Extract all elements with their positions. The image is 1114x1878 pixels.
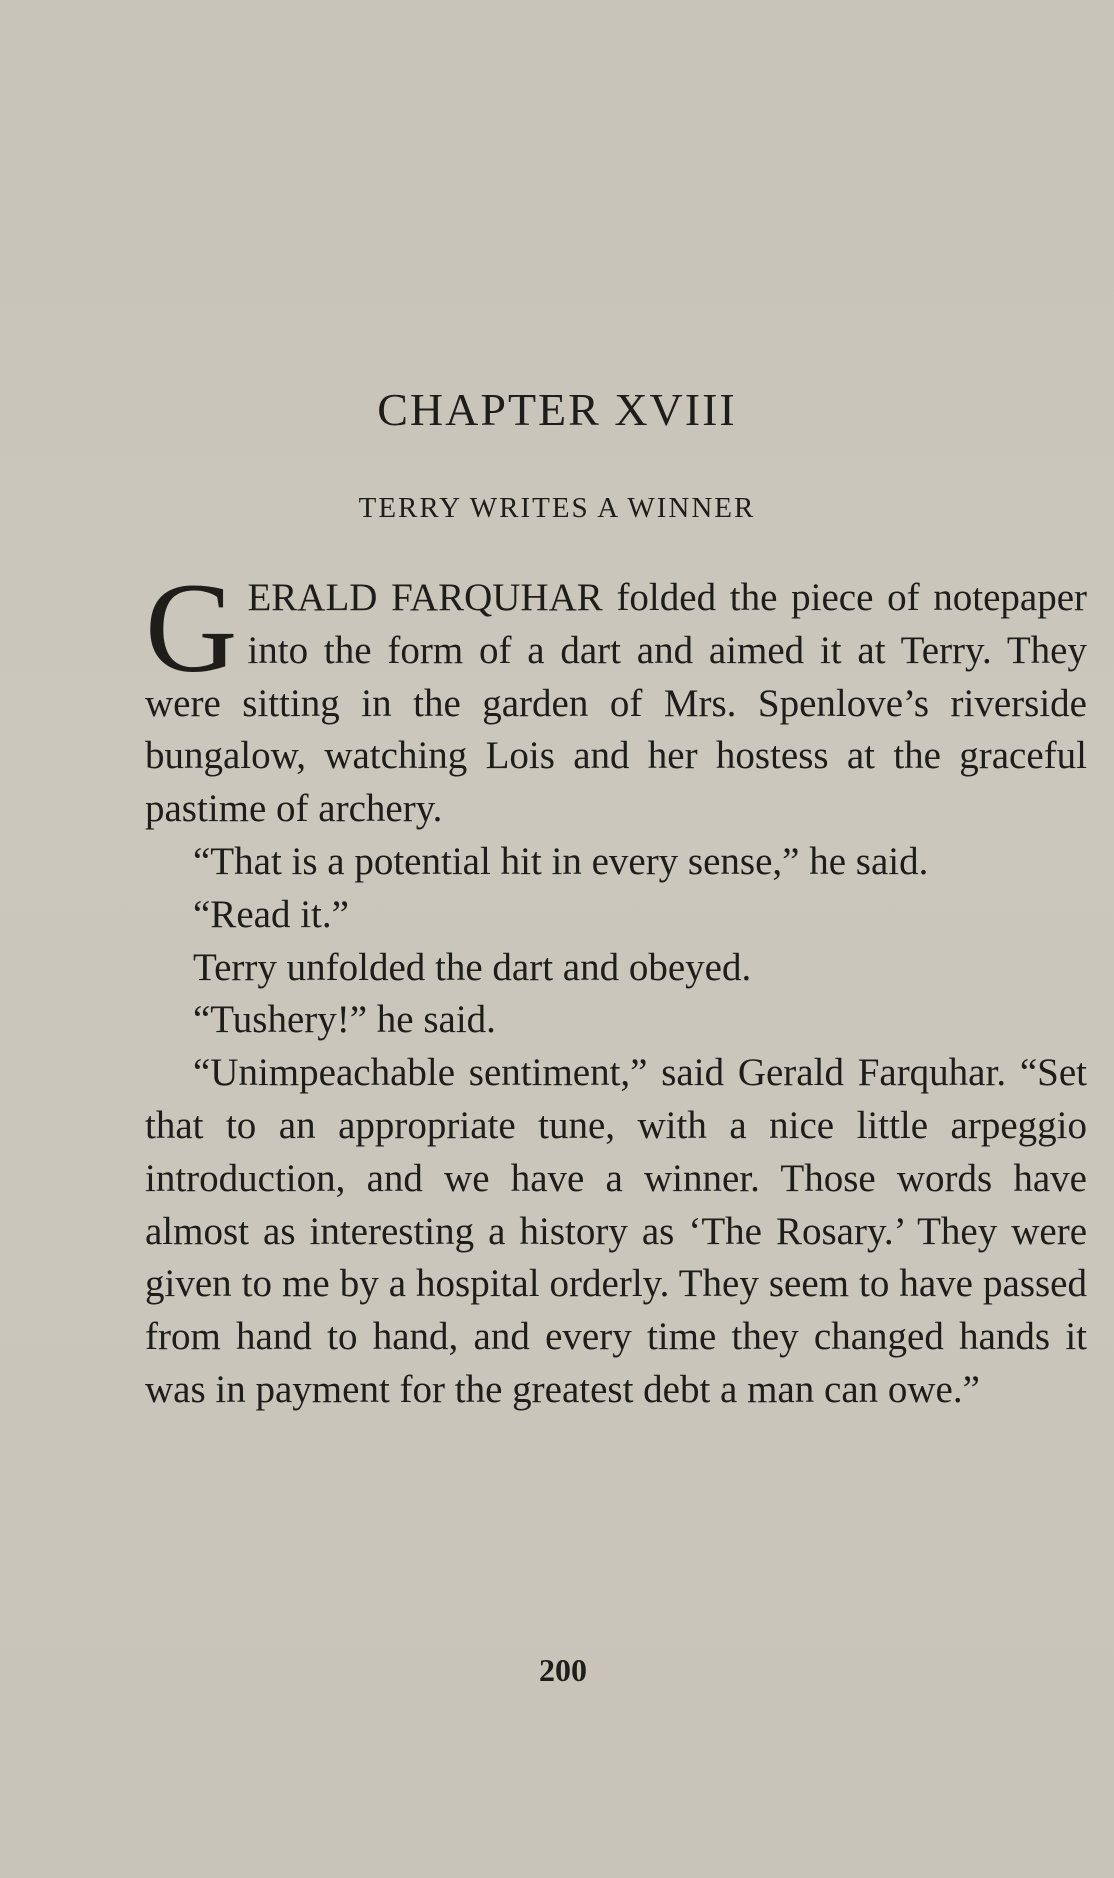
paragraph-2: “That is a potential hit in every sense,” he said. (193, 839, 929, 883)
chapter-subtitle: TERRY WRITES A WINNER (358, 492, 756, 524)
paragraph-6: “Unimpeachable sentiment,” said Gerald Farquhar. “Set that to an appropriate tune, with a nice little arpeggio introduction, and we have a winner. Those words have almost as interesting a history as ‘The Rosary.’ They were given to me by a hospital orderly. They seem to have passed from hand to hand, and every time they changed hands it was in payment for the greatest debt a man can owe.” (145, 1051, 1087, 1411)
paragraph-5: “Tushery!” he said. (193, 998, 496, 1042)
paragraph-4: Terry unfolded the dart and obeyed. (193, 945, 752, 989)
paragraph-1-text: ERALD FARQUHAR folded the piece of notepaper into the form of a dart and aimed it at Terry. They were sitting in the garden of Mrs. Spenlove’s riverside bungalow, watching Lois and her hostess at the graceful pastime of archery. (145, 576, 1087, 831)
drop-cap: G (145, 557, 238, 699)
page-number: 200 (539, 1652, 587, 1688)
paragraph-3: “Read it.” (193, 892, 349, 936)
paragraph-1 (145, 557, 1087, 836)
chapter-title: CHAPTER XVIII (377, 384, 737, 435)
body-text (145, 557, 1087, 1417)
